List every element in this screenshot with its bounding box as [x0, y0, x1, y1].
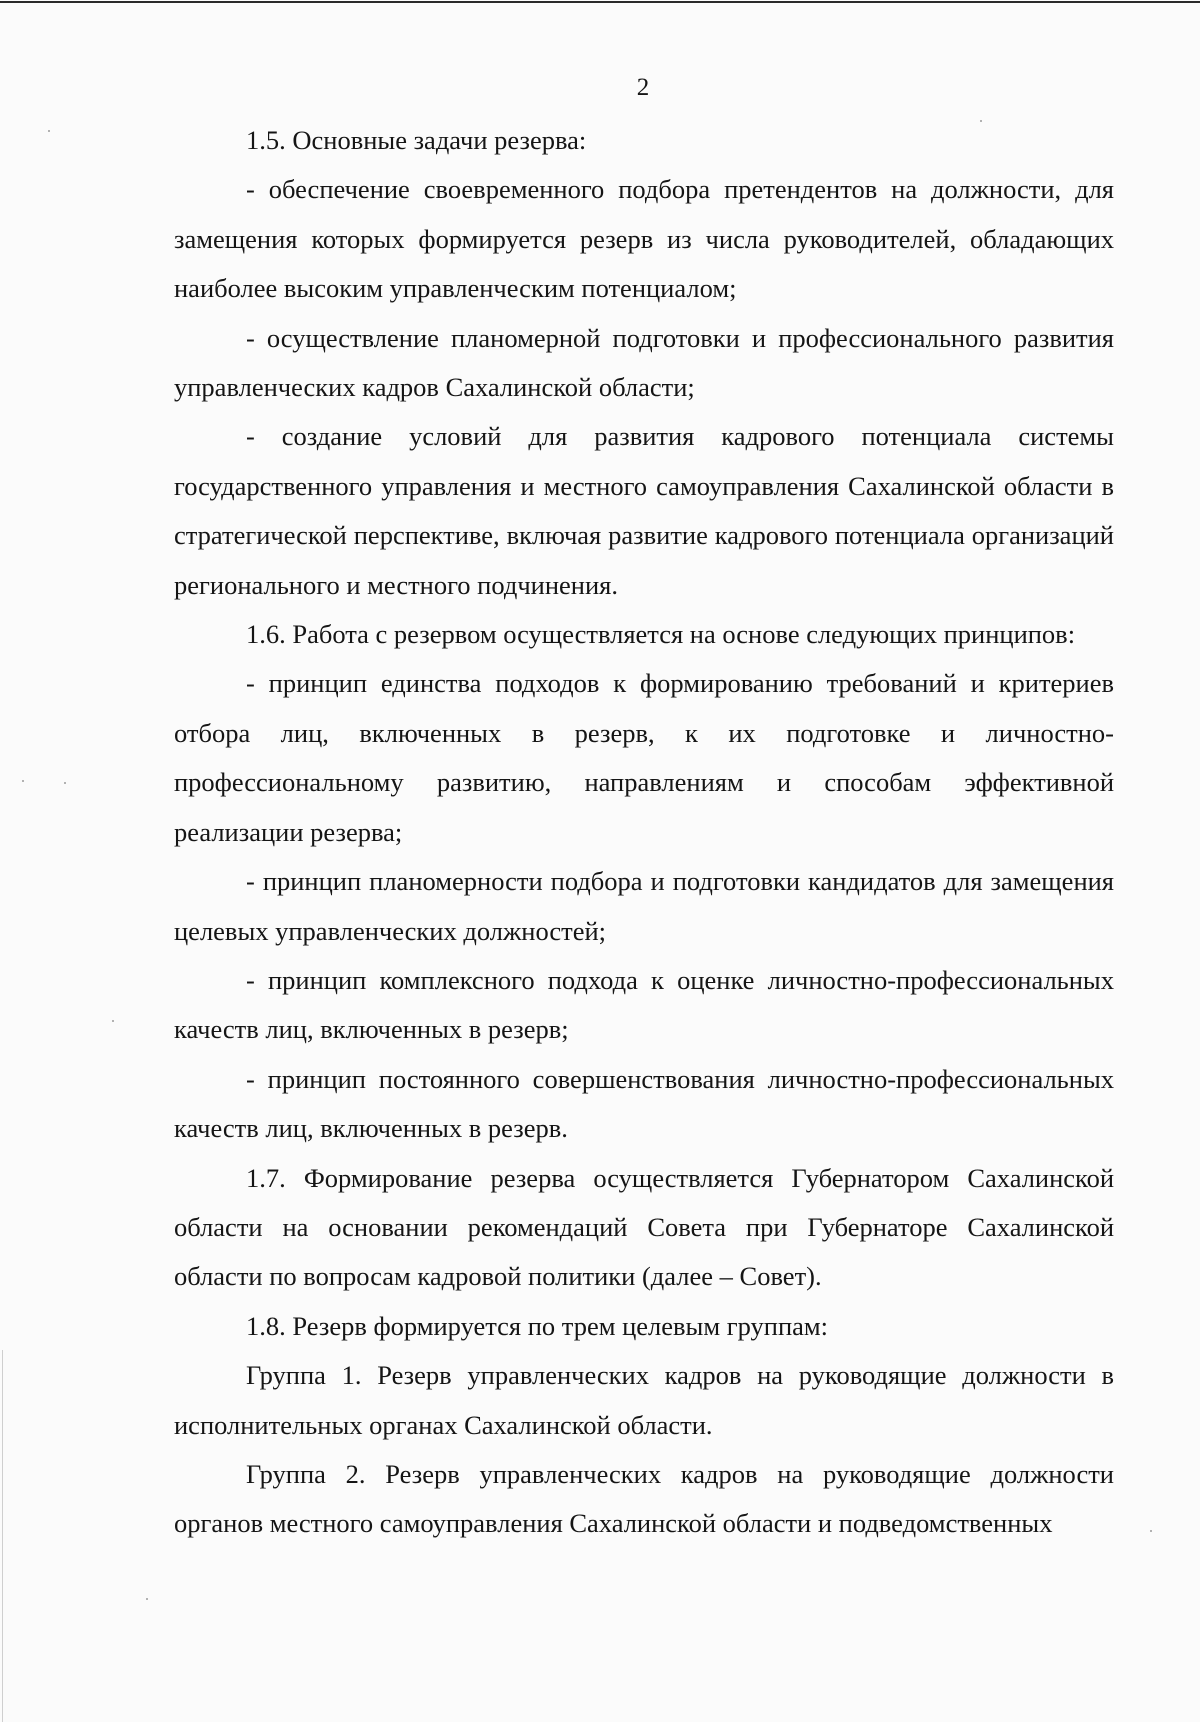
scan-speck — [980, 120, 982, 122]
page-number: 2 — [636, 74, 650, 101]
paragraph-principle-1: - принцип единства подходов к формированию требований и критериев отбора лиц, включенных в резерв, к их подготовке и личностно-профессиональному развитию, направлениям и способам эффективной реализации резерва; — [174, 668, 1114, 847]
scan-speck — [64, 782, 66, 784]
scan-speck — [146, 1598, 148, 1600]
scan-speck — [22, 780, 24, 782]
paragraph-task-2: - осуществление планомерной подготовки и профессионального развития управленческих кадров Сахалинской области; — [174, 322, 1114, 403]
paragraph-1-5: 1.5. Основные задачи резерва: — [246, 125, 587, 155]
paragraph-1-7: 1.7. Формирование резерва осуществляется Губернатором Сахалинской области на основании рекомендаций Совета при Губернаторе Сахалинской области по вопросам кадровой политики (далее – Совет). — [174, 1162, 1114, 1292]
scan-speck — [112, 1020, 114, 1022]
page-left-edge — [2, 1350, 3, 1722]
document-body — [174, 116, 1114, 1549]
paragraph-task-1: - обеспечение своевременного подбора претендентов на должности, для замещения которых формируется резерв из числа руководителей, обладающих наиболее высоким управленческим потенциалом; — [174, 174, 1114, 304]
scan-speck — [1150, 1530, 1152, 1532]
paragraph-1-8: 1.8. Резерв формируется по трем целевым группам: — [246, 1310, 829, 1341]
scan-speck — [48, 130, 50, 132]
page-top-edge — [0, 1, 1200, 3]
paragraph-group-2: Группа 2. Резерв управленческих кадров на руководящие должности органов местного самоуправления Сахалинской области и подведомственных — [174, 1458, 1114, 1539]
paragraph-principle-4: - принцип постоянного совершенствования личностно-профессиональных качеств лиц, включенных в резерв. — [174, 1063, 1114, 1144]
paragraph-principle-2: - принцип планомерности подбора и подготовки кандидатов для замещения целевых управленческих должностей; — [174, 866, 1114, 946]
paragraph-principle-3: - принцип комплексного подхода к оценке личностно-профессиональных качеств лиц, включенных в резерв; — [174, 964, 1114, 1045]
paragraph-1-6: 1.6. Работа с резервом осуществляется на основе следующих принципов: — [246, 619, 1076, 650]
paragraph-task-3: - создание условий для развития кадрового потенциала системы государственного управления и местного самоуправления Сахалинской области в стратегической перспективе, включая развитие кадрового потенциала организаций регионального и местного подчинения. — [174, 421, 1114, 600]
paragraph-group-1: Группа 1. Резерв управленческих кадров на руководящие должности в исполнительных органах Сахалинской области. — [174, 1360, 1114, 1440]
